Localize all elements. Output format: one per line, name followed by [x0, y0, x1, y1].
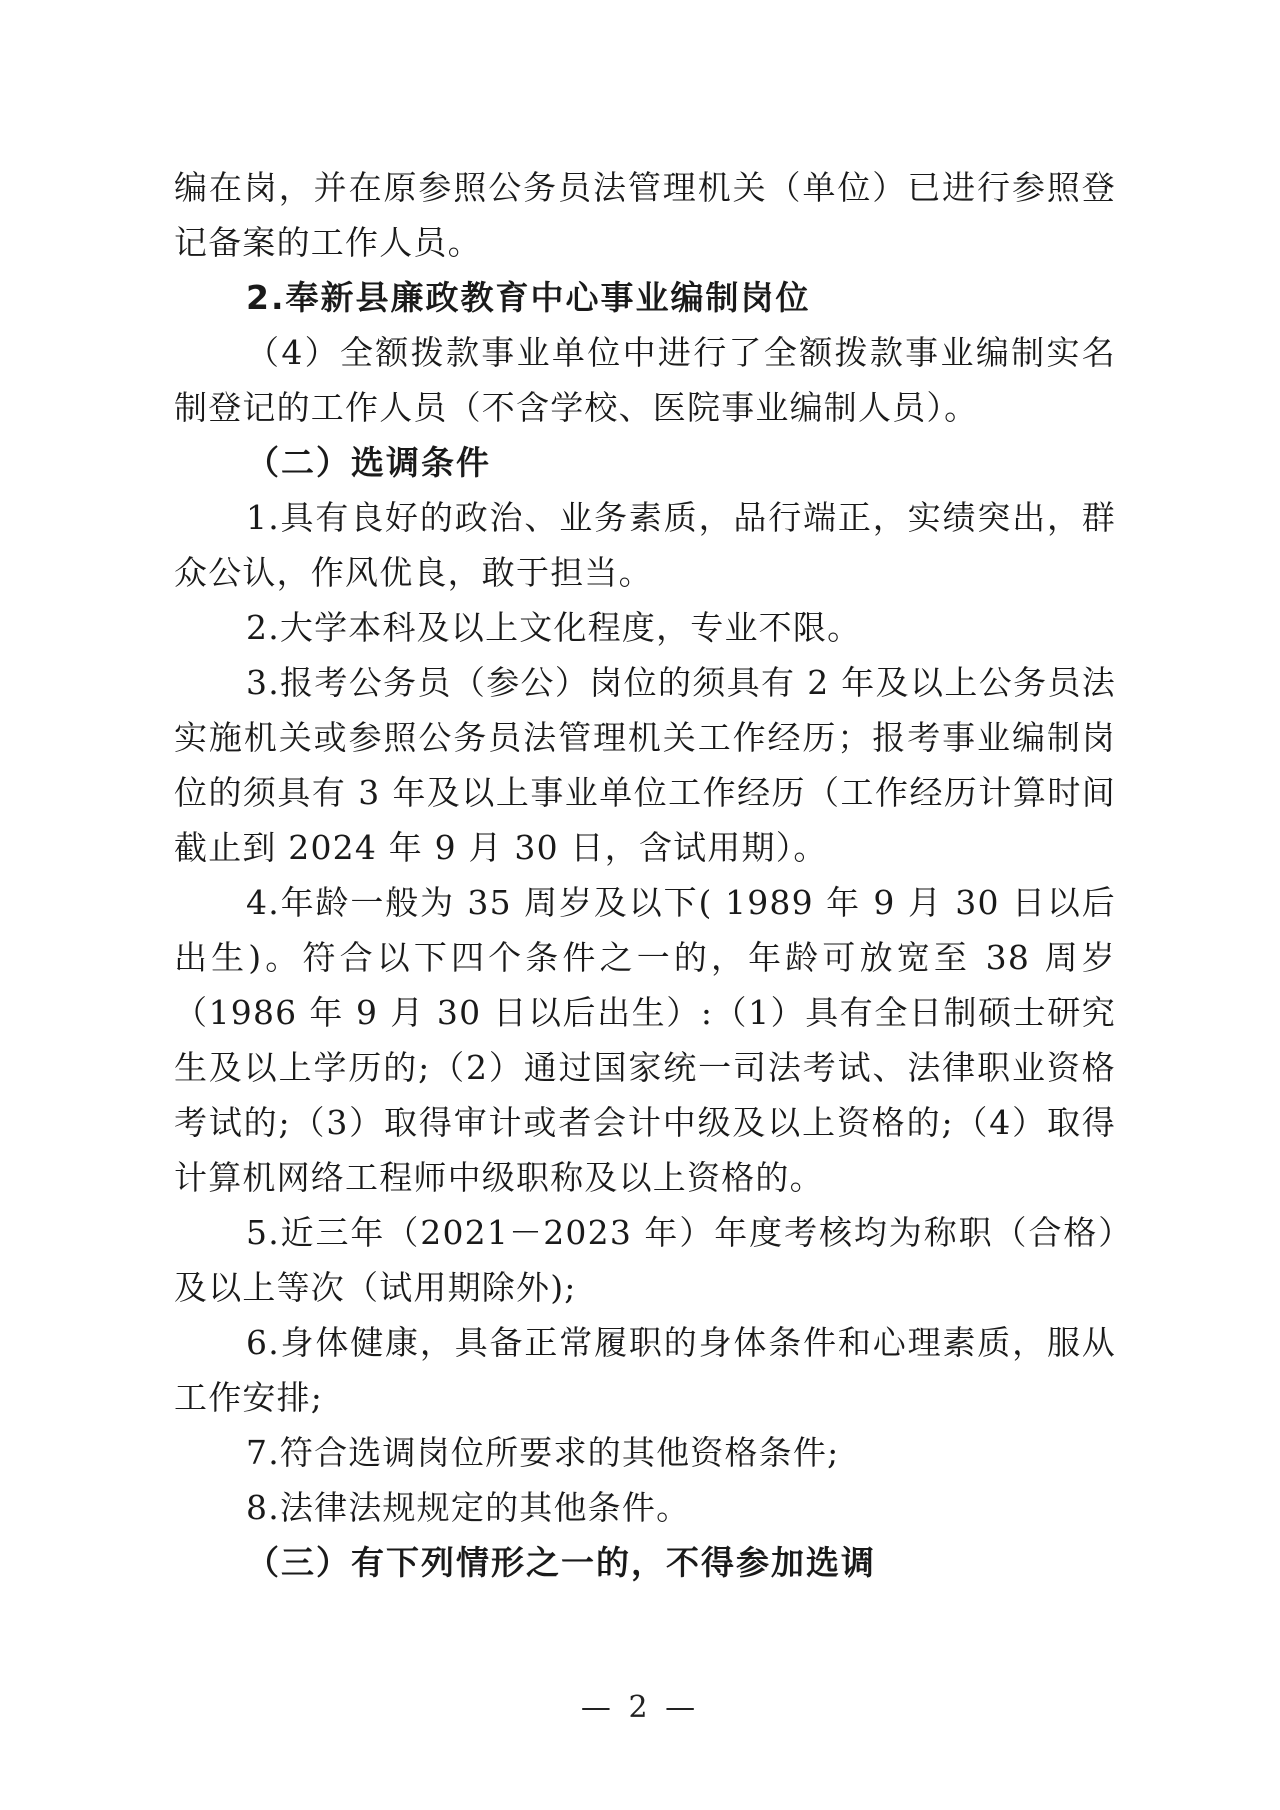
condition-5: 5.近三年（2021－2023 年）年度考核均为称职（合格）及以上等次（试用期除外);	[174, 1213, 1116, 1307]
condition-2: 2.大学本科及以上文化程度，专业不限。	[246, 608, 862, 647]
page-number: — 2 —	[580, 1690, 700, 1725]
document-body	[174, 160, 1116, 1590]
condition-7: 7.符合选调岗位所要求的其他资格条件;	[246, 1433, 840, 1472]
condition-8: 8.法律法规规定的其他条件。	[246, 1488, 691, 1527]
condition-3: 3.报考公务员（参公）岗位的须具有 2 年及以上公务员法实施机关或参照公务员法管理机关工作经历；报考事业编制岗位的须具有 3 年及以上事业单位工作经历（工作经历计算时间截止到 2024 年 9 月 30 日，含试用期）。	[174, 663, 1116, 867]
condition-4: 4.年龄一般为 35 周岁及以下( 1989 年 9 月 30 日以后出生)。符合以下四个条件之一的，年龄可放宽至 38 周岁（1986 年 9 月 30 日以后出生）:（1）具有全日制硕士研究生及以上学历的;（2）通过国家统一司法考试、法律职业资格考试的;（3）取得审计或者会计中级及以上资格的;（4）取得计算机网络工程师中级职称及以上资格的。	[174, 883, 1116, 1197]
section-heading-conditions: （二）选调条件	[246, 443, 491, 482]
condition-1: 1.具有良好的政治、业务素质，品行端正，实绩突出，群众公认，作风优良，敢于担当。	[174, 498, 1116, 592]
subheading-lianzheng-center: 2.奉新县廉政教育中心事业编制岗位	[246, 278, 811, 317]
condition-6: 6.身体健康，具备正常履职的身体条件和心理素质，服从工作安排;	[174, 1323, 1116, 1417]
paragraph-item-4: （4）全额拨款事业单位中进行了全额拨款事业编制实名制登记的工作人员（不含学校、医院事业编制人员）。	[174, 333, 1116, 427]
section-heading-exclusions: （三）有下列情形之一的，不得参加选调	[246, 1543, 876, 1582]
paragraph-continuation: 编在岗，并在原参照公务员法管理机关（单位）已进行参照登记备案的工作人员。	[174, 168, 1116, 262]
